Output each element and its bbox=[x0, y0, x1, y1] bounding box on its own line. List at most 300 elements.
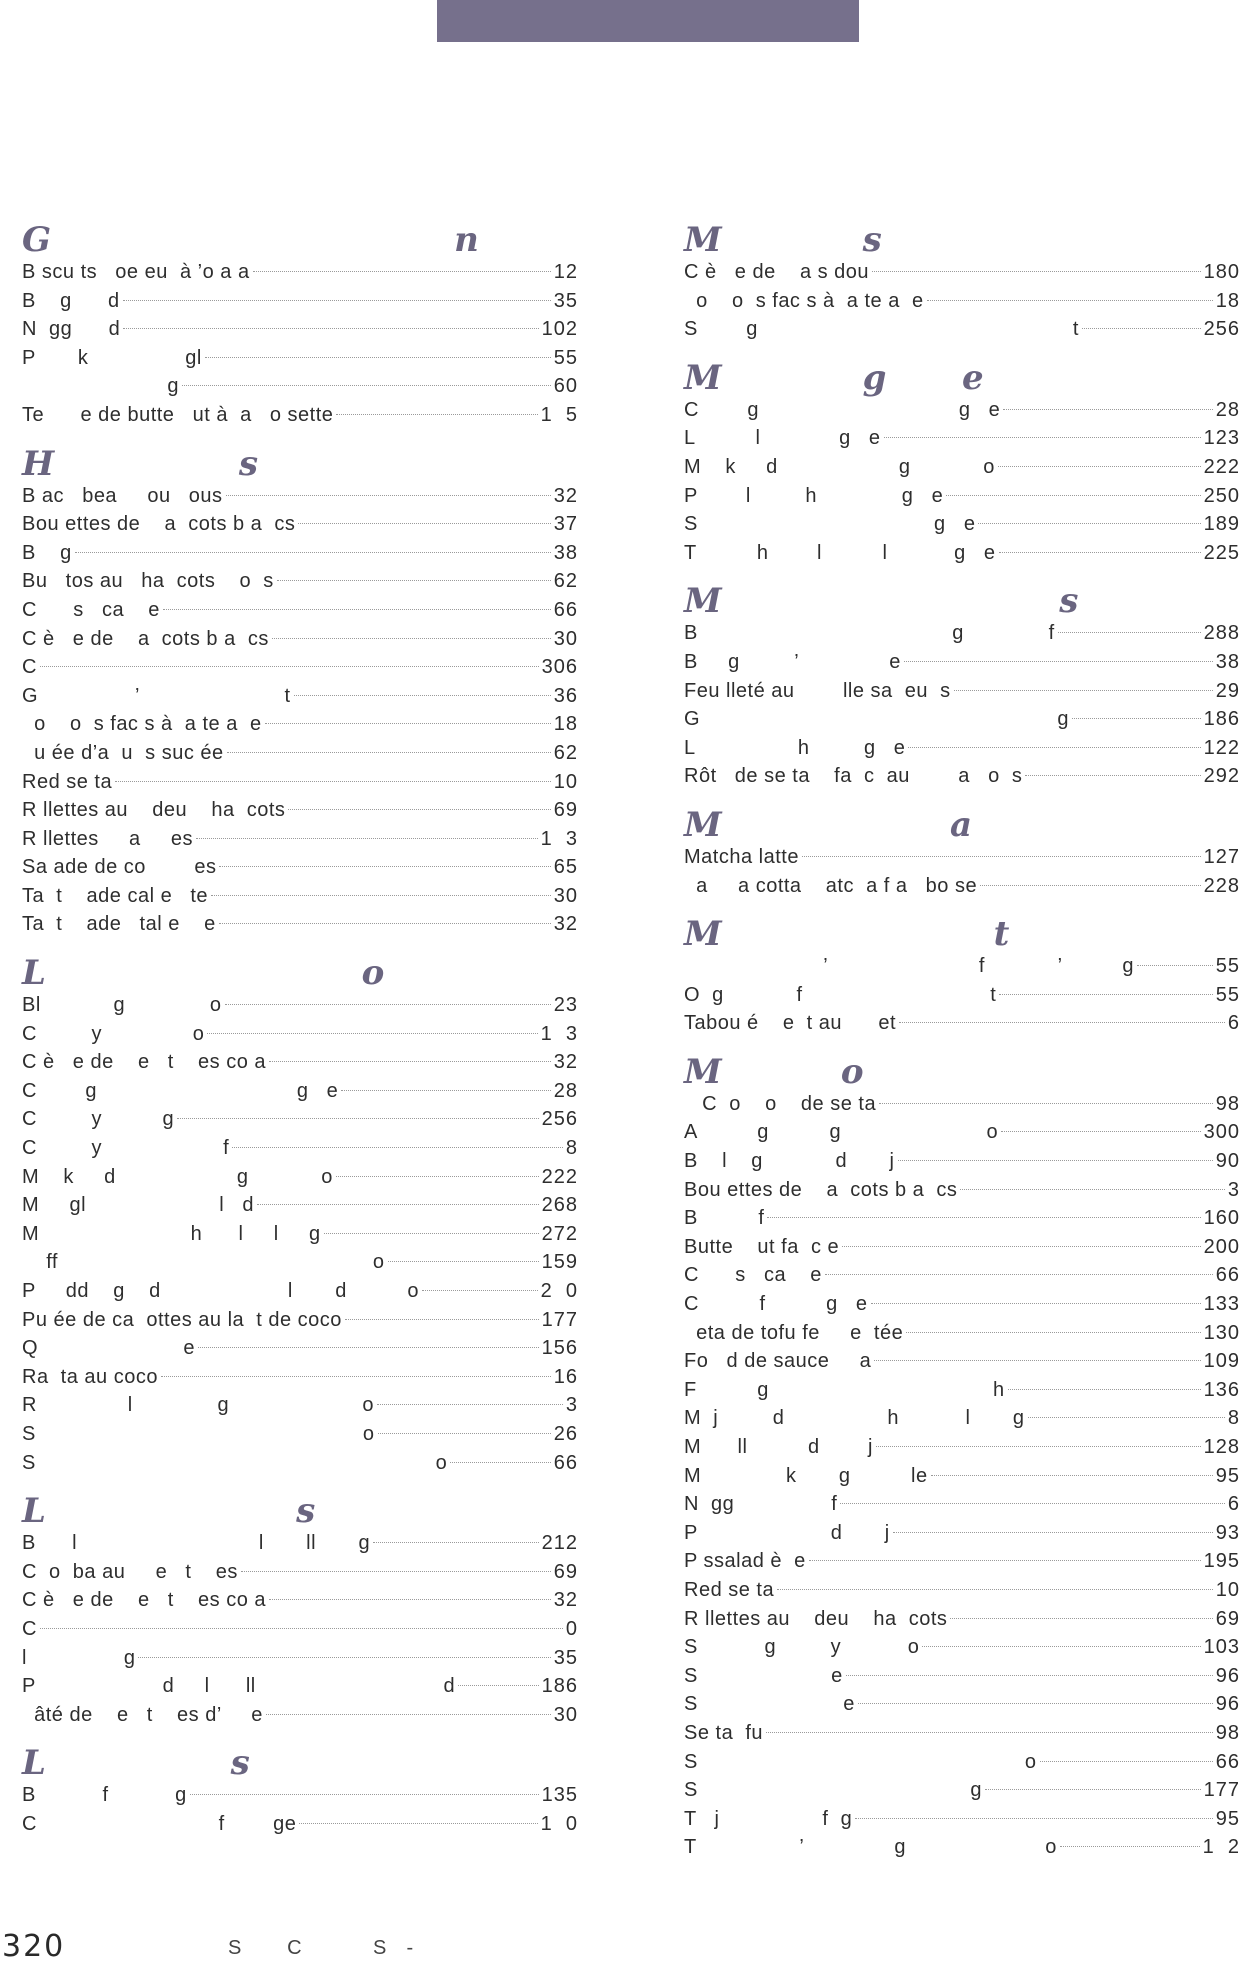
dot-leader bbox=[874, 1360, 1200, 1361]
index-entry bbox=[22, 315, 578, 344]
index-section bbox=[684, 916, 1240, 1038]
dot-leader bbox=[898, 1160, 1213, 1161]
entry-page-number: 96 bbox=[1215, 1693, 1240, 1716]
dot-leader bbox=[954, 690, 1213, 691]
entry-name: Rôt de se ta fa c au a o s bbox=[684, 765, 1023, 788]
entry-page-number: 159 bbox=[541, 1251, 578, 1274]
entry-page-number: 36 bbox=[553, 684, 578, 707]
entry-name: R l g o bbox=[22, 1394, 375, 1417]
entry-page-number: 272 bbox=[541, 1222, 578, 1245]
dot-leader bbox=[40, 666, 539, 667]
entry-name: S o bbox=[684, 1750, 1037, 1773]
entry-page-number: 32 bbox=[553, 1589, 578, 1612]
entry-name: C o o de se ta bbox=[684, 1092, 877, 1115]
entry-name: P k gl bbox=[22, 346, 202, 369]
entry-name: B g f bbox=[684, 622, 1055, 645]
dot-leader bbox=[893, 1532, 1213, 1533]
dot-leader bbox=[999, 552, 1201, 553]
section-title: M g e bbox=[684, 357, 994, 398]
entry-page-number: 288 bbox=[1203, 622, 1240, 645]
section-title: M s bbox=[684, 581, 1089, 622]
entry-name: M j d h l g bbox=[684, 1407, 1025, 1430]
dot-leader bbox=[840, 1503, 1225, 1504]
dot-leader bbox=[802, 856, 1201, 857]
entry-name: C y g bbox=[22, 1108, 175, 1131]
entry-page-number: 10 bbox=[553, 770, 578, 793]
entry-name: T j f g bbox=[684, 1807, 853, 1830]
entry-page-number: 30 bbox=[553, 1703, 578, 1726]
dot-leader bbox=[299, 1823, 537, 1824]
dot-leader bbox=[960, 1189, 1224, 1190]
entry-name: Se ta fu bbox=[684, 1721, 763, 1744]
index-entry bbox=[684, 396, 1240, 425]
dot-leader bbox=[123, 328, 538, 329]
entry-name: M k g le bbox=[684, 1464, 928, 1487]
entry-name: g bbox=[22, 375, 179, 398]
index-entry bbox=[684, 1662, 1240, 1691]
index-section bbox=[22, 955, 578, 1477]
entry-page-number: 66 bbox=[553, 1451, 578, 1474]
index-entry bbox=[684, 482, 1240, 511]
entry-name: C s ca e bbox=[22, 598, 160, 621]
dot-leader bbox=[272, 638, 551, 639]
entry-name: Ta t ade cal e te bbox=[22, 884, 209, 907]
dot-leader bbox=[809, 1560, 1201, 1561]
entry-page-number: 3 bbox=[565, 1394, 578, 1417]
dot-leader bbox=[1082, 328, 1201, 329]
entry-name: C è e de a s dou bbox=[684, 261, 870, 283]
dot-leader bbox=[1060, 1846, 1200, 1847]
dot-leader bbox=[269, 1061, 551, 1062]
entry-name: B g d bbox=[22, 289, 120, 312]
index-entry bbox=[684, 1690, 1240, 1719]
entry-name: B g ’ e bbox=[684, 650, 901, 673]
dot-leader bbox=[205, 357, 551, 358]
entry-page-number: 23 bbox=[553, 994, 578, 1017]
dot-leader bbox=[899, 1022, 1225, 1023]
dot-leader bbox=[40, 1628, 563, 1629]
dot-leader bbox=[871, 1303, 1201, 1304]
index-entry bbox=[22, 401, 578, 430]
entry-name: Ta t ade tal e e bbox=[22, 913, 216, 936]
entry-page-number: 6 bbox=[1227, 1493, 1240, 1516]
entry-page-number: 55 bbox=[553, 346, 578, 369]
entry-page-number: 16 bbox=[553, 1365, 578, 1388]
dot-leader bbox=[227, 752, 551, 753]
section-title: M a bbox=[684, 804, 983, 845]
entry-page-number: 256 bbox=[1203, 318, 1240, 341]
entry-name: M ll d j bbox=[684, 1436, 873, 1458]
entry-page-number: 55 bbox=[1215, 955, 1240, 978]
entry-page-number: 133 bbox=[1203, 1293, 1240, 1316]
index-entry bbox=[684, 1833, 1240, 1862]
section-title: M o bbox=[684, 1051, 874, 1092]
entry-name: G g bbox=[684, 708, 1070, 731]
entry-page-number: 300 bbox=[1203, 1121, 1240, 1144]
index-entry bbox=[684, 1404, 1240, 1433]
index-entry bbox=[684, 1147, 1240, 1176]
index-entry bbox=[684, 1605, 1240, 1634]
entry-name: B l g d j bbox=[684, 1150, 895, 1173]
dot-leader bbox=[345, 1319, 539, 1320]
dot-leader bbox=[123, 300, 551, 301]
entry-name: B scu ts oe eu à ’o a a bbox=[22, 261, 250, 283]
entry-page-number: 60 bbox=[553, 375, 578, 398]
entry-page-number: 186 bbox=[541, 1675, 578, 1698]
dot-leader bbox=[219, 866, 550, 867]
section-title: H s bbox=[22, 443, 268, 484]
index-entry bbox=[684, 1805, 1240, 1834]
entry-name: Bu tos au ha cots o s bbox=[22, 570, 274, 593]
entry-name: S e bbox=[684, 1693, 855, 1716]
dot-leader bbox=[298, 523, 550, 524]
entry-name: R llettes au deu ha cots bbox=[22, 799, 286, 822]
index-entry bbox=[22, 1701, 578, 1730]
entry-page-number: 96 bbox=[1215, 1664, 1240, 1687]
entry-name: M k d g o bbox=[684, 455, 995, 478]
entry-name: âté de e t es d’ e bbox=[22, 1703, 263, 1726]
index-entry bbox=[22, 287, 578, 316]
dot-leader bbox=[207, 1033, 537, 1034]
index-entry bbox=[684, 981, 1240, 1010]
entry-name: C bbox=[22, 1617, 37, 1640]
entry-page-number: 195 bbox=[1203, 1550, 1240, 1573]
dot-leader bbox=[266, 1714, 551, 1715]
entry-name: l g bbox=[22, 1646, 136, 1669]
dot-leader bbox=[922, 1646, 1200, 1647]
entry-name: C è e de e t es co a bbox=[22, 1051, 267, 1074]
index-entry bbox=[22, 567, 578, 596]
entry-name: T ’ g o bbox=[684, 1836, 1057, 1859]
entry-page-number: 10 bbox=[1215, 1578, 1240, 1601]
dot-leader bbox=[825, 1274, 1213, 1275]
entry-name: Bou ettes de a cots b a cs bbox=[684, 1178, 958, 1201]
index-section bbox=[684, 1051, 1240, 1862]
entry-name: Fo d de sauce a bbox=[684, 1350, 872, 1373]
dot-leader bbox=[980, 885, 1201, 886]
index-entry bbox=[684, 1576, 1240, 1605]
entry-name: Red se ta bbox=[684, 1578, 775, 1601]
entry-page-number: 29 bbox=[1215, 679, 1240, 702]
dot-leader bbox=[908, 747, 1200, 748]
entry-name: ff o bbox=[22, 1251, 385, 1274]
entry-page-number: 30 bbox=[553, 884, 578, 907]
index-entry bbox=[684, 453, 1240, 482]
entry-page-number: 98 bbox=[1215, 1092, 1240, 1115]
index-entry bbox=[684, 1547, 1240, 1576]
entry-name: Red se ta bbox=[22, 770, 113, 793]
entry-page-number: 62 bbox=[553, 741, 578, 764]
index-section bbox=[684, 357, 1240, 568]
entry-name: B f g bbox=[22, 1784, 187, 1807]
entry-name: Bl g o bbox=[22, 994, 222, 1017]
entry-name: R llettes au deu ha cots bbox=[684, 1607, 948, 1630]
index-entry bbox=[684, 1118, 1240, 1147]
entry-page-number: 32 bbox=[553, 913, 578, 936]
index-entry bbox=[22, 1277, 578, 1306]
entry-page-number: 123 bbox=[1203, 427, 1240, 450]
entry-page-number: 90 bbox=[1215, 1150, 1240, 1173]
entry-page-number: 1 2 bbox=[1202, 1836, 1240, 1859]
entry-name: M gl l d bbox=[22, 1194, 254, 1217]
section-title: L o bbox=[22, 953, 395, 994]
dot-leader bbox=[766, 1732, 1213, 1733]
entry-page-number: 3 bbox=[1227, 1178, 1240, 1201]
entry-page-number: 32 bbox=[553, 1051, 578, 1074]
dot-leader bbox=[846, 1675, 1213, 1676]
dot-leader bbox=[777, 1589, 1213, 1590]
entry-name: Tabou é e t au et bbox=[684, 1012, 897, 1035]
index-section bbox=[22, 443, 578, 940]
entry-page-number: 177 bbox=[541, 1308, 578, 1331]
index-entry bbox=[22, 1191, 578, 1220]
entry-page-number: 292 bbox=[1203, 765, 1240, 788]
index-entry bbox=[22, 796, 578, 825]
dot-leader bbox=[1001, 1131, 1201, 1132]
dot-leader bbox=[946, 495, 1200, 496]
entry-page-number: 130 bbox=[1203, 1321, 1240, 1344]
entry-page-number: 18 bbox=[1215, 289, 1240, 312]
entry-page-number: 38 bbox=[1215, 650, 1240, 673]
entry-name: S g t bbox=[684, 318, 1079, 341]
dot-leader bbox=[161, 1376, 551, 1377]
index-entry bbox=[684, 1776, 1240, 1805]
entry-name: Sa ade de co es bbox=[22, 856, 217, 879]
index-entry bbox=[684, 1748, 1240, 1777]
dot-leader bbox=[211, 895, 551, 896]
index-entry bbox=[22, 1077, 578, 1106]
entry-page-number: 35 bbox=[553, 1646, 578, 1669]
entry-name: o o s fac s à a te a e bbox=[684, 289, 924, 312]
entry-page-number: 38 bbox=[553, 541, 578, 564]
index-entry bbox=[22, 739, 578, 768]
index-entry bbox=[22, 258, 578, 287]
entry-page-number: 93 bbox=[1215, 1521, 1240, 1544]
entry-name: B l l ll g bbox=[22, 1532, 371, 1555]
index-entry bbox=[22, 1391, 578, 1420]
entry-page-number: 6 bbox=[1227, 1012, 1240, 1035]
page-footer bbox=[0, 1930, 600, 1963]
entry-name: C bbox=[22, 656, 37, 679]
entry-name: L l g e bbox=[684, 427, 881, 450]
entry-name: C è e de a cots b a cs bbox=[22, 627, 269, 650]
dot-leader bbox=[1040, 1761, 1213, 1762]
dot-leader bbox=[450, 1462, 551, 1463]
entry-name: F g h bbox=[684, 1378, 1005, 1401]
entry-name: u ée d’a u s suc ée bbox=[22, 741, 224, 764]
index-section bbox=[22, 1745, 578, 1838]
entry-page-number: 189 bbox=[1203, 513, 1240, 536]
index-entry bbox=[22, 596, 578, 625]
index-section bbox=[684, 583, 1240, 791]
index-entry bbox=[684, 1319, 1240, 1348]
index-entry bbox=[684, 762, 1240, 791]
entry-page-number: 18 bbox=[553, 713, 578, 736]
entry-name: B f bbox=[684, 1207, 765, 1230]
index-entry bbox=[684, 872, 1240, 901]
dot-leader bbox=[288, 809, 550, 810]
index-entry bbox=[684, 705, 1240, 734]
index-entry bbox=[22, 482, 578, 511]
index-entry bbox=[22, 1558, 578, 1587]
dot-leader bbox=[1025, 775, 1200, 776]
dot-leader bbox=[336, 414, 537, 415]
entry-name: C s ca e bbox=[684, 1264, 822, 1287]
entry-page-number: 66 bbox=[1215, 1750, 1240, 1773]
index-entry bbox=[22, 1586, 578, 1615]
dot-leader bbox=[388, 1261, 539, 1262]
entry-name: S o bbox=[22, 1451, 448, 1474]
dot-leader bbox=[931, 1475, 1213, 1476]
index-entry bbox=[22, 1781, 578, 1810]
entry-name: a a cotta atc a f a bo se bbox=[684, 874, 978, 897]
index-entry bbox=[22, 1163, 578, 1192]
entry-page-number: 32 bbox=[553, 484, 578, 507]
index-entry bbox=[684, 677, 1240, 706]
entry-page-number: 69 bbox=[1215, 1607, 1240, 1630]
entry-name: Q e bbox=[22, 1337, 196, 1360]
dot-leader bbox=[241, 1571, 551, 1572]
index-column-left bbox=[22, 222, 578, 1855]
dot-leader bbox=[1058, 632, 1201, 633]
entry-page-number: 212 bbox=[541, 1532, 578, 1555]
entry-page-number: 55 bbox=[1215, 983, 1240, 1006]
index-entry bbox=[684, 1376, 1240, 1405]
dot-leader bbox=[842, 1246, 1200, 1247]
dot-leader bbox=[906, 1332, 1200, 1333]
index-entry bbox=[684, 1719, 1240, 1748]
index-entry bbox=[22, 1810, 578, 1839]
entry-page-number: 69 bbox=[553, 1560, 578, 1583]
entry-page-number: 225 bbox=[1203, 541, 1240, 564]
entry-name: C y o bbox=[22, 1022, 205, 1045]
index-entry bbox=[22, 625, 578, 654]
index-entry bbox=[684, 619, 1240, 648]
index-entry bbox=[684, 1519, 1240, 1548]
entry-name: L h g e bbox=[684, 736, 906, 759]
entry-page-number: 65 bbox=[553, 856, 578, 879]
entry-name: Bou ettes de a cots b a cs bbox=[22, 513, 296, 536]
index-section bbox=[22, 222, 578, 430]
entry-page-number: 127 bbox=[1203, 845, 1240, 868]
index-entry bbox=[684, 843, 1240, 872]
dot-leader bbox=[879, 1103, 1213, 1104]
dot-leader bbox=[294, 695, 551, 696]
entry-page-number: 136 bbox=[1203, 1378, 1240, 1401]
dot-leader bbox=[377, 1404, 563, 1405]
dot-leader bbox=[182, 385, 551, 386]
entry-name: M k d g o bbox=[22, 1165, 333, 1188]
page-number: 320 bbox=[2, 1929, 66, 1964]
index-entry bbox=[22, 1105, 578, 1134]
dot-leader bbox=[196, 838, 538, 839]
entry-name: R llettes a es bbox=[22, 827, 194, 850]
entry-page-number: 0 bbox=[565, 1617, 578, 1640]
entry-page-number: 268 bbox=[541, 1194, 578, 1217]
entry-name: P d j bbox=[684, 1521, 890, 1544]
entry-name: C g g e bbox=[22, 1079, 339, 1102]
index-entry bbox=[22, 1020, 578, 1049]
entry-page-number: 156 bbox=[541, 1337, 578, 1360]
index-entry bbox=[22, 510, 578, 539]
index-entry bbox=[22, 991, 578, 1020]
index-entry bbox=[684, 424, 1240, 453]
index-entry bbox=[684, 315, 1240, 344]
entry-name: P ssalad è e bbox=[684, 1550, 806, 1573]
entry-page-number: 135 bbox=[541, 1784, 578, 1807]
index-entry bbox=[22, 853, 578, 882]
dot-leader bbox=[767, 1217, 1200, 1218]
entry-page-number: 180 bbox=[1203, 261, 1240, 283]
entry-name: eta de tofu fe e tée bbox=[684, 1321, 904, 1344]
index-entry bbox=[22, 825, 578, 854]
entry-page-number: 1 3 bbox=[540, 1022, 578, 1045]
index-entry bbox=[22, 1529, 578, 1558]
entry-page-number: 30 bbox=[553, 627, 578, 650]
entry-page-number: 69 bbox=[553, 799, 578, 822]
entry-page-number: 8 bbox=[565, 1137, 578, 1160]
entry-page-number: 1 3 bbox=[540, 827, 578, 850]
entry-page-number: 1 0 bbox=[540, 1812, 578, 1835]
entry-page-number: 250 bbox=[1203, 484, 1240, 507]
entry-page-number: 28 bbox=[553, 1079, 578, 1102]
index-entry bbox=[22, 710, 578, 739]
index-section bbox=[684, 804, 1240, 900]
entry-name: N gg f bbox=[684, 1493, 838, 1516]
index-entry bbox=[22, 910, 578, 939]
dot-leader bbox=[978, 523, 1200, 524]
entry-name: C g g e bbox=[684, 398, 1001, 421]
index-entry bbox=[22, 1220, 578, 1249]
section-title: M t bbox=[684, 914, 1020, 955]
entry-page-number: 1 5 bbox=[540, 403, 578, 426]
dot-leader bbox=[177, 1118, 538, 1119]
dot-leader bbox=[324, 1233, 539, 1234]
entry-name: B ac bea ou ous bbox=[22, 484, 223, 507]
dot-leader bbox=[458, 1685, 539, 1686]
entry-page-number: 228 bbox=[1203, 874, 1240, 897]
index-entry bbox=[22, 1644, 578, 1673]
entry-page-number: 103 bbox=[1203, 1636, 1240, 1659]
dot-leader bbox=[226, 495, 551, 496]
entry-name: Pu ée de ca ottes au la t de coco bbox=[22, 1308, 342, 1331]
dot-leader bbox=[232, 1147, 563, 1148]
dot-leader bbox=[163, 609, 551, 610]
dot-leader bbox=[904, 661, 1213, 662]
entry-page-number: 222 bbox=[541, 1165, 578, 1188]
index-entry bbox=[22, 1449, 578, 1478]
entry-name: C f ge bbox=[22, 1812, 297, 1835]
index-entry bbox=[22, 344, 578, 373]
dot-leader bbox=[1028, 1417, 1225, 1418]
dot-leader bbox=[341, 1090, 550, 1091]
entry-name: C è e de e t es co a bbox=[22, 1589, 267, 1612]
entry-page-number: 128 bbox=[1203, 1436, 1240, 1458]
index-entry bbox=[684, 1176, 1240, 1205]
index-entry bbox=[22, 682, 578, 711]
entry-page-number: 28 bbox=[1215, 398, 1240, 421]
index-section bbox=[22, 1493, 578, 1729]
dot-leader bbox=[138, 1657, 550, 1658]
entry-name: N gg d bbox=[22, 318, 121, 341]
entry-page-number: 62 bbox=[553, 570, 578, 593]
dot-leader bbox=[253, 271, 551, 272]
dot-leader bbox=[269, 1599, 551, 1600]
dot-leader bbox=[75, 552, 551, 553]
index-entry bbox=[684, 1490, 1240, 1519]
dot-leader bbox=[378, 1433, 551, 1434]
entry-name: B g bbox=[22, 541, 72, 564]
